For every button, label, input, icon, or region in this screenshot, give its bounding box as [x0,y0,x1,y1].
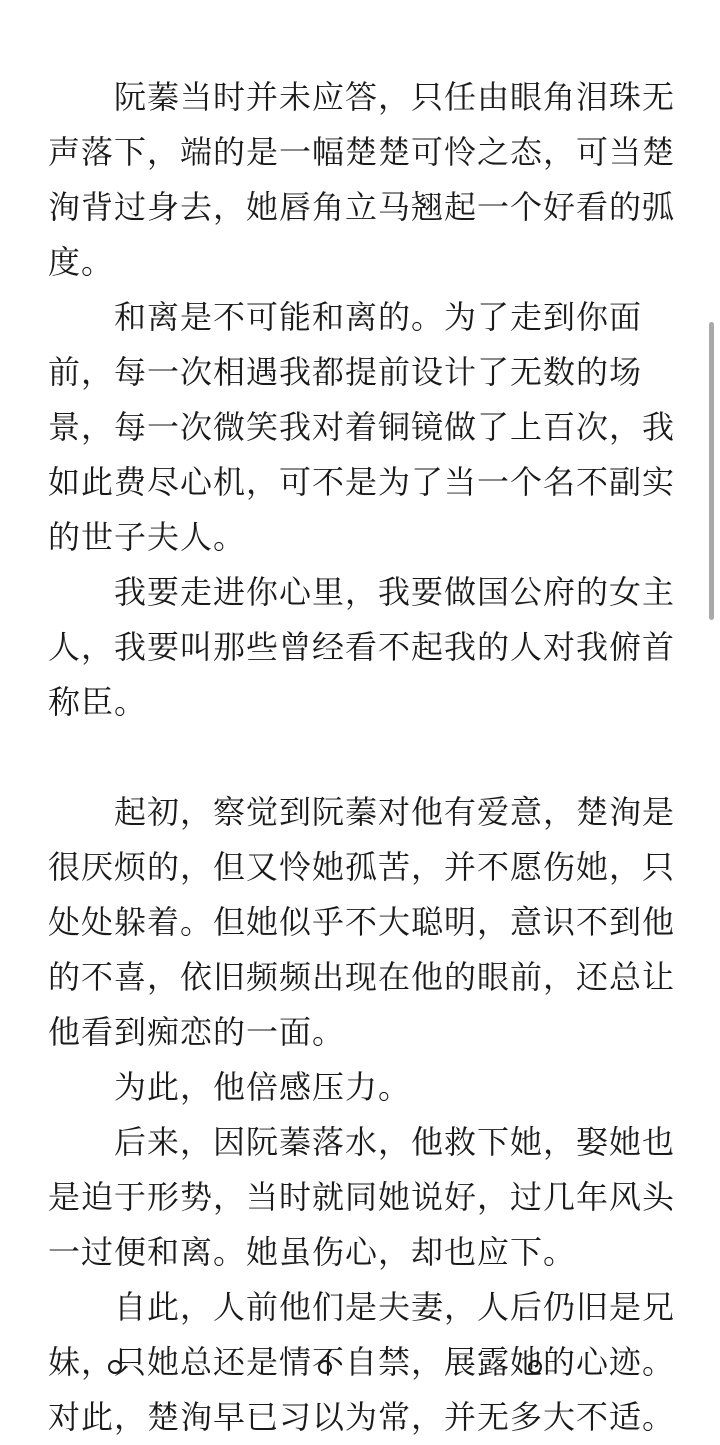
paragraph: 和离是不可能和离的。为了走到你面前，每一次相遇我都提前设计了无数的场景，每一次微笑我对着铜镜做了上百次，我如此费尽心机，可不是为了当一个名不副实的世子夫人。 [48,298,676,556]
paragraph: 我要走进你心里，我要做国公府的女主人，我要叫那些曾经看不起我的人对我俯首称臣。 [48,573,676,721]
paragraph: 起初，察觉到阮蓁对他有爱意，楚洵是很厌烦的，但又怜她孤苦，并不愿伤她，只处处躲着。但她似乎不大聪明，意识不到他的不喜，依旧频频出现在他的眼前，还总让他看到痴恋的一面。 [48,793,676,1051]
vertical-scrollbar[interactable] [709,322,714,620]
paragraph: 自此，人前他们是夫妻，人后仍旧是兄妹，只她总还是情不自禁，展露她的心迹。对此，楚洵早已习以为常，并无多大不适。 [48,1288,676,1436]
paragraph: 阮蓁当时并未应答，只任由眼角泪珠无声落下，端的是一幅楚楚可怜之态，可当楚洵背过身去，她唇角立马翘起一个好看的弧度。 [48,78,676,281]
glyph-fragment [528,1360,542,1374]
paragraph-gap [48,730,678,785]
glyph-fragment [108,1360,122,1374]
reading-content [48,70,678,1445]
glyph-fragment [318,1360,332,1374]
next-line-partial [48,1359,678,1381]
paragraph: 为此，他倍感压力。 [48,1068,412,1106]
paragraph: 后来，因阮蓁落水，他救下她，娶她也是迫于形势，当时就同她说好，过几年风头一过便和离。她虽伤心，却也应下。 [48,1123,676,1271]
